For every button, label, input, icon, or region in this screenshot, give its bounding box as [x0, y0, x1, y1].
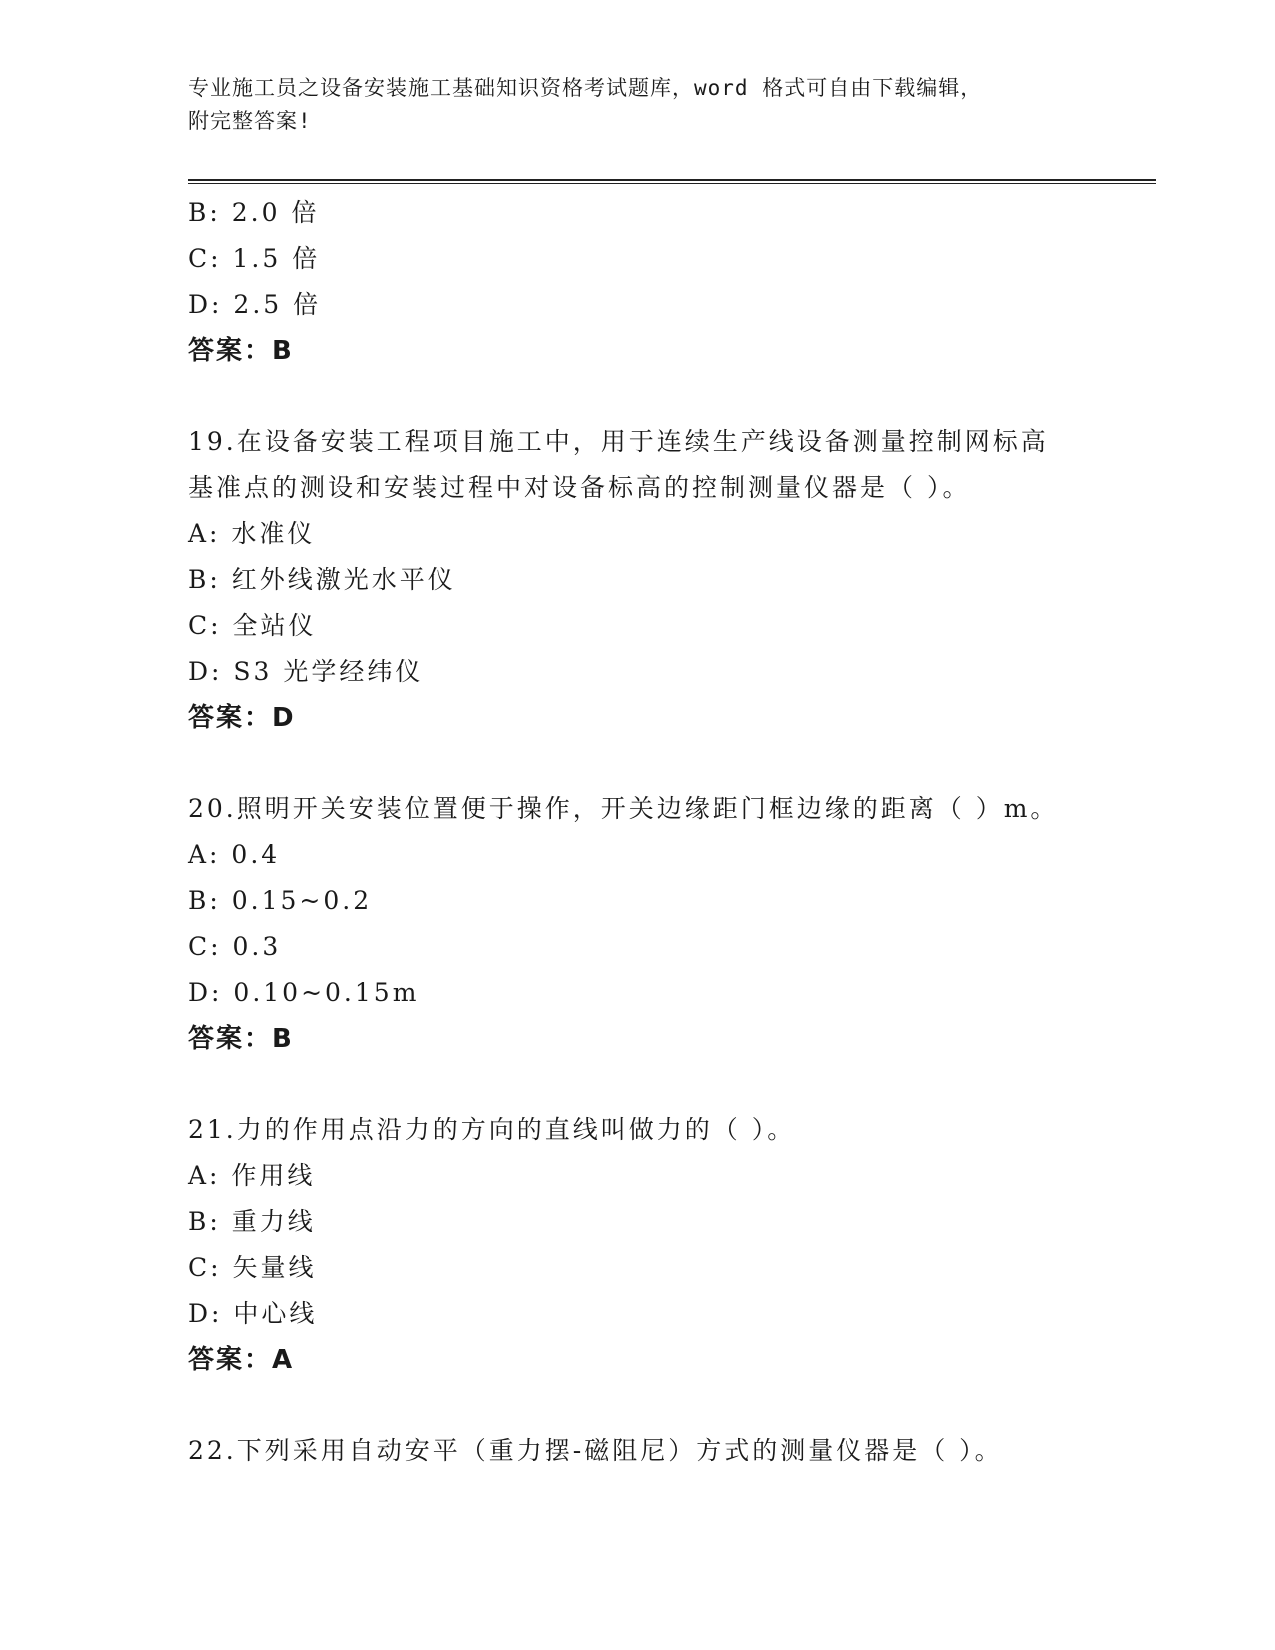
- option-c: C: 矢量线: [188, 1253, 317, 1282]
- option-d: D: S3 光学经纬仪: [188, 657, 424, 686]
- option-a: A: 作用线: [188, 1161, 316, 1190]
- option-b: B: 0.15~0.2: [188, 886, 373, 915]
- option-d: D: 2.5 倍: [188, 290, 322, 319]
- document-header: [188, 72, 1068, 138]
- option-d: D: 中心线: [188, 1299, 318, 1328]
- question-title-line-1: 19.在设备安装工程项目施工中，用于连续生产线设备测量控制网标高: [188, 427, 1049, 456]
- question-20: [188, 786, 1168, 1062]
- question-title: 20.照明开关安装位置便于操作，开关边缘距门框边缘的距离（ ）m。: [188, 794, 1059, 823]
- question-21: [188, 1107, 1168, 1383]
- option-b: B: 2.0 倍: [188, 198, 320, 227]
- question-19: [188, 419, 1168, 741]
- question-18-tail: [188, 190, 1168, 374]
- answer-label: 答案：B: [188, 1024, 294, 1054]
- option-d: D: 0.10~0.15m: [188, 978, 420, 1007]
- option-a: A: 水准仪: [188, 519, 316, 548]
- option-a: A: 0.4: [188, 840, 281, 869]
- header-divider: [188, 179, 1156, 184]
- question-title-line-2: 基准点的测设和安装过程中对设备标高的控制测量仪器是（ ）。: [188, 473, 971, 502]
- question-title: 21.力的作用点沿力的方向的直线叫做力的（ ）。: [188, 1115, 796, 1144]
- document-body: [188, 190, 1168, 1474]
- header-text-line-2: 附完整答案!: [188, 109, 312, 133]
- header-text-line-1: 专业施工员之设备安装施工基础知识资格考试题库，word 格式可自由下载编辑，: [188, 76, 983, 100]
- answer-label: 答案：A: [188, 1345, 295, 1375]
- question-22: [188, 1428, 1168, 1474]
- option-c: C: 1.5 倍: [188, 244, 321, 273]
- option-c: C: 0.3: [188, 932, 282, 961]
- option-b: B: 重力线: [188, 1207, 316, 1236]
- answer-label: 答案：D: [188, 703, 296, 733]
- option-c: C: 全站仪: [188, 611, 317, 640]
- question-title: 22.下列采用自动安平（重力摆-磁阻尼）方式的测量仪器是（ ）。: [188, 1436, 1003, 1465]
- answer-label: 答案：B: [188, 336, 294, 366]
- option-b: B: 红外线激光水平仪: [188, 565, 456, 594]
